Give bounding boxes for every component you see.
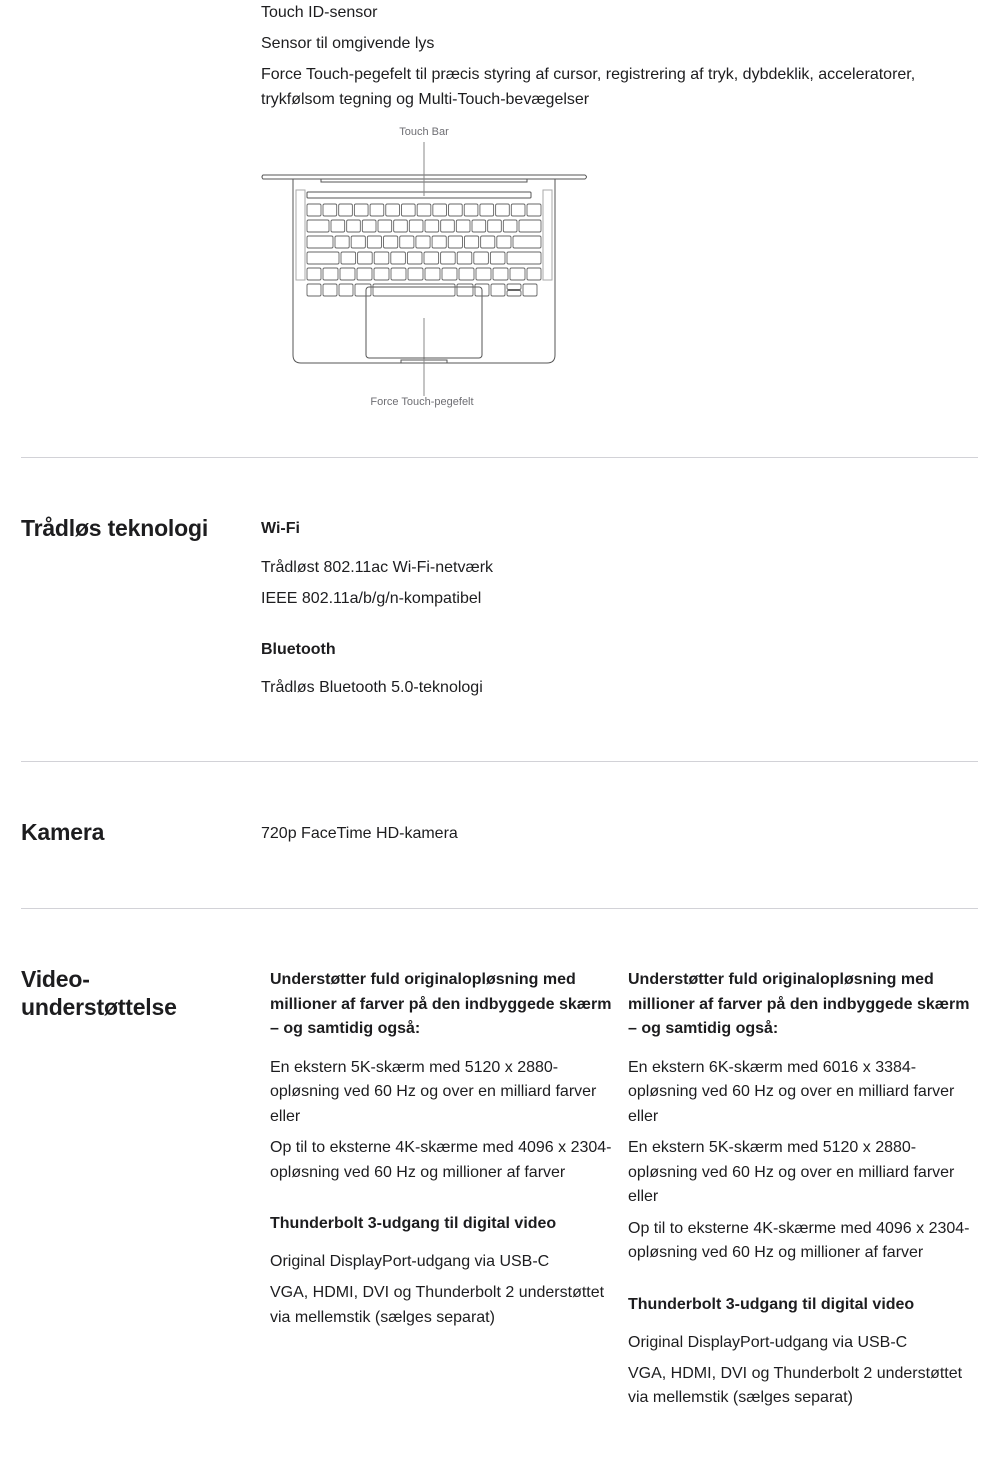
keyboard-key bbox=[339, 284, 353, 296]
keyboard-key bbox=[307, 268, 321, 280]
keyboard-key bbox=[425, 268, 440, 280]
keyboard-key bbox=[347, 220, 361, 232]
video-support-heading: Understøtter fuld originalopløsning med millioner af farver på den indbyggede skærm – og samtidig også: bbox=[628, 971, 970, 1037]
keyboard-key bbox=[367, 236, 381, 248]
keyboard-key bbox=[355, 284, 371, 296]
keyboard-key bbox=[401, 204, 415, 216]
keyboard-key bbox=[370, 204, 384, 216]
keyboard-key bbox=[507, 252, 541, 264]
keyboard-key bbox=[441, 252, 456, 264]
thunderbolt-item: VGA, HDMI, DVI og Thunderbolt 2 understøttet via mellemstik (sælges separat) bbox=[270, 1284, 605, 1326]
wifi-heading: Wi-Fi bbox=[261, 520, 300, 537]
keyboard-key bbox=[511, 204, 525, 216]
keyboard-key bbox=[507, 291, 521, 297]
keyboard-key bbox=[476, 268, 491, 280]
section-divider bbox=[21, 761, 978, 762]
bluetooth-line: Trådløs Bluetooth 5.0-teknologi bbox=[261, 679, 483, 696]
thunderbolt-item: VGA, HDMI, DVI og Thunderbolt 2 understøttet via mellemstik (sælges separat) bbox=[628, 1364, 963, 1406]
keyboard-key bbox=[513, 236, 541, 248]
keyboard-key bbox=[374, 252, 389, 264]
video-option: En ekstern 5K-skærm med 5120 x 2880-opløsning ved 60 Hz og over en milliard farver eller bbox=[270, 1058, 597, 1125]
keyboard-key bbox=[323, 284, 337, 296]
keyboard-key bbox=[323, 268, 338, 280]
keyboard-key bbox=[442, 268, 457, 280]
keyboard-key bbox=[496, 204, 510, 216]
thunderbolt-heading: Thunderbolt 3-udgang til digital video bbox=[270, 1215, 557, 1232]
video-title-line: understøttelse bbox=[21, 994, 177, 1020]
keyboard-key bbox=[417, 204, 431, 216]
wireless-section-title: Trådløs teknologi bbox=[21, 515, 209, 541]
keyboard-key bbox=[384, 236, 398, 248]
keyboard-key bbox=[335, 236, 349, 248]
trackpad-callout-label: Force Touch-pegefelt bbox=[370, 396, 474, 408]
keyboard-key bbox=[391, 252, 406, 264]
keyboard-key bbox=[472, 220, 486, 232]
keyboard-key bbox=[339, 204, 353, 216]
keyboard-key bbox=[409, 220, 423, 232]
keyboard-key bbox=[331, 220, 345, 232]
keyboard-key bbox=[358, 252, 373, 264]
keyboard-key bbox=[425, 220, 439, 232]
section-divider bbox=[21, 908, 978, 909]
camera-section-title: Kamera bbox=[21, 819, 105, 845]
bluetooth-heading: Bluetooth bbox=[261, 641, 336, 658]
keyboard-key bbox=[307, 236, 333, 248]
keyboard-key bbox=[307, 284, 321, 296]
keyboard-key bbox=[424, 252, 439, 264]
keyboard-key bbox=[374, 268, 389, 280]
keyboard-key bbox=[523, 284, 537, 296]
video-option: En ekstern 6K-skærm med 6016 x 3384-opløsning ved 60 Hz og over en milliard farver eller bbox=[628, 1058, 955, 1125]
keyboard-key bbox=[386, 204, 400, 216]
keyboard-key bbox=[488, 220, 502, 232]
keyboard-key bbox=[449, 204, 463, 216]
keyboard-key bbox=[490, 252, 505, 264]
video-option: En ekstern 5K-skærm med 5120 x 2880-opløsning ved 60 Hz og over en milliard farver eller bbox=[628, 1139, 955, 1205]
video-section-title bbox=[21, 965, 177, 1021]
keyboard-key bbox=[441, 220, 455, 232]
camera-value: 720p FaceTime HD-kamera bbox=[261, 825, 458, 842]
keyboard-key bbox=[459, 268, 474, 280]
keyboard-key bbox=[457, 252, 472, 264]
keyboard-key bbox=[357, 268, 372, 280]
laptop-top-view-diagram bbox=[255, 120, 595, 420]
keyboard-key bbox=[362, 220, 376, 232]
keyboard-key bbox=[307, 252, 339, 264]
keyboard-key bbox=[457, 284, 473, 296]
thunderbolt-item: Original DisplayPort-udgang via USB-C bbox=[628, 1333, 908, 1351]
spec-ambient-light: Sensor til omgivende lys bbox=[261, 35, 435, 52]
video-option: Op til to eksterne 4K-skærme med 4096 x 2304-opløsning ved 60 Hz og millioner af farver bbox=[628, 1219, 970, 1261]
keyboard-key bbox=[481, 236, 495, 248]
keyboard-key bbox=[519, 220, 541, 232]
keyboard-key bbox=[527, 204, 541, 216]
video-column-left bbox=[270, 968, 615, 1330]
keyboard-key bbox=[400, 236, 414, 248]
keyboard-key bbox=[323, 204, 337, 216]
keyboard-key bbox=[407, 252, 422, 264]
wifi-line: Trådløst 802.11ac Wi-Fi-netværk bbox=[261, 559, 494, 576]
video-option: Op til to eksterne 4K-skærme med 4096 x 2304-opløsning ved 60 Hz og millioner af farver bbox=[270, 1139, 612, 1181]
spec-touch-id: Touch ID-sensor bbox=[261, 4, 378, 21]
laptop-illustration bbox=[255, 120, 595, 420]
thunderbolt-item: Original DisplayPort-udgang via USB-C bbox=[270, 1253, 550, 1270]
keyboard-key bbox=[507, 284, 521, 290]
keyboard-key bbox=[464, 236, 478, 248]
keyboard-key bbox=[491, 284, 505, 296]
keyboard-key bbox=[510, 268, 525, 280]
spec-force-touch: Force Touch-pegefelt til præcis styring af cursor, registrering af tryk, dybdeklik, acceleratorer, trykfølsom tegning og Multi-Touch-bevægelser bbox=[261, 66, 916, 108]
touch-bar-callout-label: Touch Bar bbox=[399, 126, 449, 138]
keyboard-key bbox=[432, 236, 446, 248]
keyboard-key bbox=[448, 236, 462, 248]
keyboard-key bbox=[378, 220, 392, 232]
section-divider bbox=[21, 457, 978, 458]
wifi-line: IEEE 802.11a/b/g/n-kompatibel bbox=[261, 590, 482, 607]
keyboard-key bbox=[480, 204, 494, 216]
video-column-right bbox=[628, 968, 973, 1411]
keyboard-key bbox=[341, 252, 356, 264]
keyboard-key bbox=[394, 220, 408, 232]
keyboard-key bbox=[433, 204, 447, 216]
keyboard-key bbox=[391, 268, 406, 280]
video-support-heading: Understøtter fuld originalopløsning med millioner af farver på den indbyggede skærm – og samtidig også: bbox=[270, 971, 612, 1037]
keyboard-key bbox=[351, 236, 365, 248]
keyboard-key bbox=[408, 268, 423, 280]
keyboard-key bbox=[307, 220, 329, 232]
thunderbolt-heading: Thunderbolt 3-udgang til digital video bbox=[628, 1295, 915, 1313]
video-title-line: Video- bbox=[21, 966, 90, 992]
keyboard-key bbox=[340, 268, 355, 280]
keyboard-key bbox=[464, 204, 478, 216]
keyboard-key bbox=[503, 220, 517, 232]
keyboard-key bbox=[527, 268, 541, 280]
keyboard-key bbox=[474, 252, 489, 264]
keyboard-key bbox=[497, 236, 511, 248]
keyboard-key bbox=[307, 204, 321, 216]
keyboard-key bbox=[373, 284, 455, 296]
keyboard-key bbox=[456, 220, 470, 232]
keyboard-key bbox=[354, 204, 368, 216]
keyboard-key bbox=[493, 268, 508, 280]
keyboard-key bbox=[416, 236, 430, 248]
